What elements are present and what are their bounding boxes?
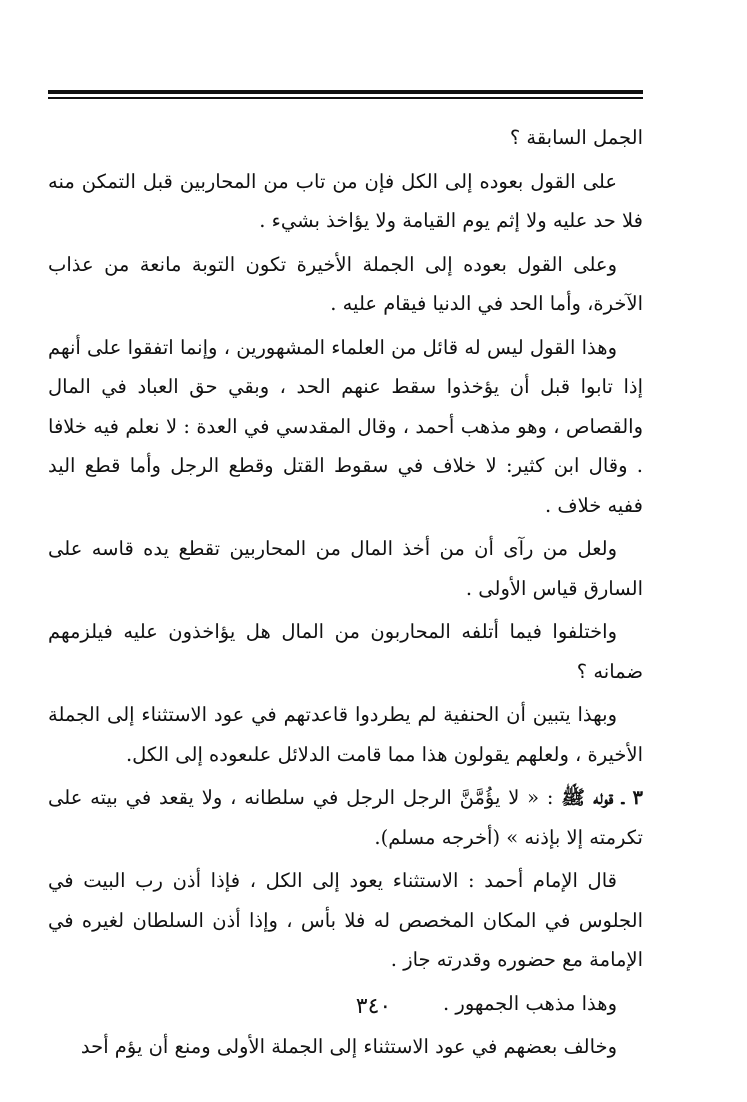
paragraph-3: وعلى القول بعوده إلى الجملة الأخيرة تكون التوبة مانعة من عذاب الآخرة، وأما الحد في الدنيا فيقام عليه .	[48, 252, 643, 315]
paragraph-5: ولعل من رآى أن من أخذ المال من المحاربين تقطع يده قاسه على السارق قياس الأولى .	[48, 537, 643, 600]
paragraph-9: قال الإمام أحمد : الاستثناء يعود إلى الكل ، فإذا أذن رب البيت في الجلوس في المكان المخصص له فلا بأس ، وإذا أذن السلطان لغيره في الإمامة مع حضوره وقدرته جاز .	[48, 869, 643, 971]
header-rule-thin	[48, 97, 643, 99]
paragraph-11: وخالف بعضهم في عود الاستثناء إلى الجملة الأولى ومنع أن يؤم أحد	[80, 1035, 617, 1058]
paragraph-1: الجمل السابقة ؟	[509, 126, 643, 149]
page-number: ٣٤٠	[355, 994, 392, 1019]
hadith-lead: ٣ ـ قوله ﷺ	[561, 786, 643, 809]
hadith-text: : « لا يؤُمَّنَّ الرجل الرجل في سلطانه ، ولا يقعد في بيته على تكرمته إلا بإذنه » (أخرجه مسلم).	[48, 786, 643, 849]
paragraph-8	[48, 778, 643, 857]
page-body	[48, 118, 643, 1071]
paragraph-10: وهذا مذهب الجمهور .	[443, 991, 617, 1015]
paragraph-7: وبهذا يتبين أن الحنفية لم يطردوا قاعدتهم في عود الاستثناء إلى الجملة الأخيرة ، ولعلهم يقولون هذا مما قامت الدلائل علىعوده إلى الكل.	[48, 703, 643, 766]
paragraph-6: واختلفوا فيما أتلفه المحاربون من المال هل يؤاخذون عليه فيلزمهم ضمانه ؟	[48, 620, 643, 683]
paragraph-4: وهذا القول ليس له قائل من العلماء المشهورين ، وإنما اتفقوا على أنهم إذا تابوا قبل أن يؤخذوا سقط عنهم الحد ، وبقي حق العباد في المال والقصاص ، وهو مذهب أحمد ، وقال المقدسي في العدة : لا نعلم فيه خلافا . وقال ابن كثير: لا خلاف في سقوط القتل وقطع الرجل وأما قطع اليد ففيه خلاف .	[48, 335, 643, 517]
header-rule-thick	[48, 90, 643, 94]
paragraph-2: على القول بعوده إلى الكل فإن من تاب من المحاربين قبل التمكن منه فلا حد عليه ولا إثم يوم القيامة ولا يؤاخذ بشيء .	[48, 169, 643, 232]
